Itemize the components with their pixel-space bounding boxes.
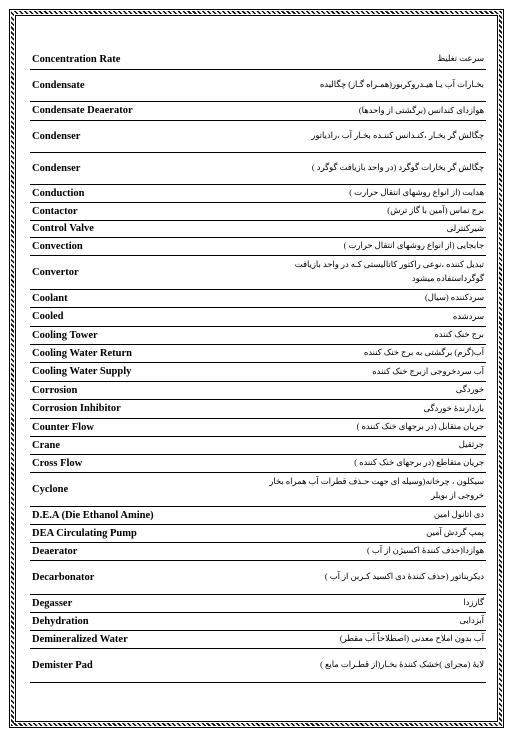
glossary-row: [30, 381, 486, 399]
term-english: Cross Flow: [30, 454, 258, 472]
definition-persian: دیکربناتور (حذف کنندهٔ دی اکسید کـربن از آب ): [258, 560, 486, 594]
definition-persian: آب بدون املاح معدنی (اصطلاحاً آب مقطر): [258, 630, 486, 648]
definition-persian: هوازدای کندانس (برگشتی از واحدها): [258, 101, 486, 120]
term-english: Crane: [30, 436, 258, 454]
definition-persian: شیرکنترلی: [258, 220, 486, 237]
definition-persian: هدایت (از انواع روشهای انتقال حرارت ): [258, 184, 486, 202]
term-english: Cooling Water Supply: [30, 362, 258, 381]
glossary-row: [30, 524, 486, 542]
glossary-row: [30, 418, 486, 436]
definition-persian: سردشده: [258, 307, 486, 326]
glossary-table: [30, 50, 486, 683]
term-english: Convection: [30, 237, 258, 255]
glossary-row: [30, 594, 486, 612]
glossary-row: [30, 237, 486, 255]
glossary-row: [30, 50, 486, 69]
term-english: Degasser: [30, 594, 258, 612]
glossary-row: [30, 202, 486, 220]
definition-persian: برج تماس (آمین با گاز ترش): [258, 202, 486, 220]
definition-persian: دی اتانول امین: [258, 506, 486, 524]
term-english: Deaerator: [30, 542, 258, 560]
glossary-row: [30, 506, 486, 524]
definition-persian: آبزدایی: [258, 612, 486, 630]
term-english: DEA Circulating Pump: [30, 524, 258, 542]
glossary-row: [30, 289, 486, 307]
term-english: Cyclone: [30, 472, 258, 506]
term-english: Demister Pad: [30, 648, 258, 682]
term-english: Decarbonator: [30, 560, 258, 594]
glossary-row: [30, 612, 486, 630]
definition-persian: بازدارندهٔ خوردگی: [258, 399, 486, 418]
glossary-row: [30, 101, 486, 120]
glossary-row: [30, 648, 486, 682]
glossary-row: [30, 152, 486, 184]
glossary-row: [30, 399, 486, 418]
term-english: Condenser: [30, 152, 258, 184]
glossary-row: [30, 120, 486, 152]
definition-persian: برج خنک کننده: [258, 326, 486, 344]
glossary-row: [30, 542, 486, 560]
glossary-row: [30, 184, 486, 202]
glossary-row: [30, 255, 486, 289]
term-english: Counter Flow: [30, 418, 258, 436]
glossary-row: [30, 220, 486, 237]
definition-persian: خوردگی: [258, 381, 486, 399]
term-english: Coolant: [30, 289, 258, 307]
definition-persian: هوازدا(حذف کنندهٔ اکسیژن از آب ): [258, 542, 486, 560]
term-english: Cooling Tower: [30, 326, 258, 344]
term-english: Condenser: [30, 120, 258, 152]
term-english: Control Valve: [30, 220, 258, 237]
definition-persian: چگالش گر بخـار ،کنـدانس کننـده بخـار آب ،رادیاتور: [258, 120, 486, 152]
definition-persian: چگالش گر بخارات گوگرد (در واحد بازیافت گوگرد ): [258, 152, 486, 184]
definition-persian: لایهٔ (مجرای )خشک کنندهٔ بخـار(از قطـرات مایع ): [258, 648, 486, 682]
definition-persian: سرعت تغلیظ: [258, 50, 486, 69]
glossary-row: [30, 454, 486, 472]
term-english: D.E.A (Die Ethanol Amine): [30, 506, 258, 524]
definition-persian: تبدیل کننده ،نوعی راکتور کاتالیستی کـه در واحد بازیافت گوگرداستفاده میشود: [258, 255, 486, 289]
term-english: Conduction: [30, 184, 258, 202]
glossary-row: [30, 472, 486, 506]
definition-persian: گاززدا: [258, 594, 486, 612]
term-english: Convertor: [30, 255, 258, 289]
glossary-row: [30, 560, 486, 594]
definition-persian: سردکننده (سیال): [258, 289, 486, 307]
term-english: Contactor: [30, 202, 258, 220]
glossary-row: [30, 69, 486, 101]
glossary-row: [30, 436, 486, 454]
term-english: Cooled: [30, 307, 258, 326]
glossary-row: [30, 630, 486, 648]
term-english: Corrosion: [30, 381, 258, 399]
glossary-row: [30, 362, 486, 381]
term-english: Condensate Deaerator: [30, 101, 258, 120]
definition-persian: جریان متقاطع (در برجهای خنک کننده ): [258, 454, 486, 472]
term-english: Demineralized Water: [30, 630, 258, 648]
glossary-row: [30, 307, 486, 326]
term-english: Dehydration: [30, 612, 258, 630]
term-english: Corrosion Inhibitor: [30, 399, 258, 418]
definition-persian: آب سردخروجی ازبرج خنک کننده: [258, 362, 486, 381]
definition-persian: آب(گرم) برگشتی به برج خنک کننده: [258, 344, 486, 362]
term-english: Concentration Rate: [30, 50, 258, 69]
term-english: Cooling Water Return: [30, 344, 258, 362]
term-english: Condensate: [30, 69, 258, 101]
definition-persian: جابجایی (از انواع روشهای انتقال حرارت ): [258, 237, 486, 255]
glossary-row: [30, 344, 486, 362]
definition-persian: پمپ گردش آمین: [258, 524, 486, 542]
definition-persian: جرثقیل: [258, 436, 486, 454]
glossary-row: [30, 326, 486, 344]
definition-persian: سیکلون ، چرخانه(وسیله ای جهت حـذف قطرات آب همراه بخار خروجی از بویلر: [258, 472, 486, 506]
definition-persian: جریان متقابل (در برجهای خنک کننده ): [258, 418, 486, 436]
definition-persian: بخـارات آب یـا هیـدروکربور(همـراه گـاز) چگالیده: [258, 69, 486, 101]
